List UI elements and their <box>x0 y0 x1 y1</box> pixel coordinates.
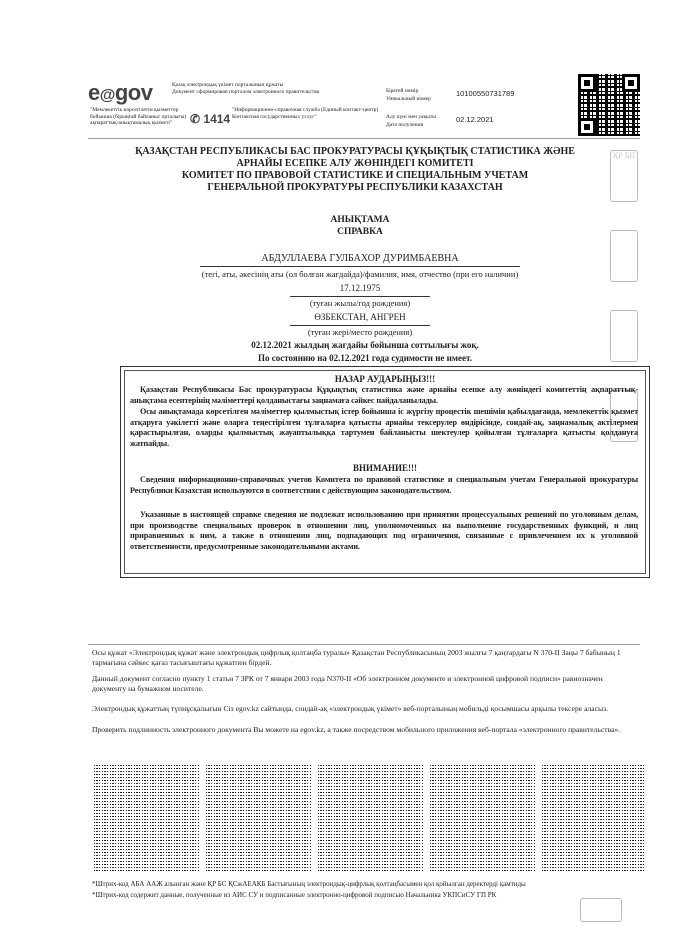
full-name: АБДУЛЛАЕВА ГУЛБАХОР ДУРИМБАЕВНА <box>261 253 459 264</box>
header-line-3: КОМИТЕТ ПО ПРАВОВОЙ СТАТИСТИКЕ И СПЕЦИАЛЬНЫМ УЧЕТАМ <box>181 170 529 181</box>
birth-place-caption: (туған жері/место рождения) <box>307 327 413 337</box>
document-title <box>200 214 520 238</box>
header-line-1: ҚАЗАҚСТАН РЕСПУБЛИКАСЫ БАС ПРОКУРАТУРАСЫ ҚҰҚЫҚТЫҚ СТАТИСТИКА ЖӘНЕ <box>135 146 575 157</box>
title-ru: СПРАВКА <box>337 227 383 237</box>
barcode-3 <box>318 765 424 871</box>
unique-number-label-ru: Уникальный номер <box>386 96 431 102</box>
committee-header <box>90 146 620 194</box>
title-kz: АНЫҚТАМА <box>330 215 390 225</box>
legal-notice-kz: Осы құжат «Электрондық құжат және электрондық цифрлық қолтаңба туралы» Қазақстан Республикасының 2003 жылғы 7 қаңтардағы N 370-II Заңы 7 бабының 1 тармағына сәйкес қағаз тасығыштағы құжатпен бірдей. <box>92 648 621 667</box>
birth-date-caption: (туған жылы/год рождения) <box>309 298 411 308</box>
verify-notice-ru: Проверить подлинность электронного документа Вы можете на egov.kz, а также посредством мобильного приложения веб-портала «электронного правительства». <box>92 725 621 734</box>
phone-icon: ✆ <box>190 112 201 126</box>
birth-place: ӨЗБЕКСТАН, АНГРЕН <box>314 312 406 322</box>
barcode-2 <box>206 765 312 871</box>
portal-caption-kz: Қазақ электрондық үкімет порталының құжаты <box>172 82 284 88</box>
status-kz: 02.12.2021 жылдың жағдайы бойынша соттылығы жоқ. <box>251 340 479 350</box>
date-label-kz: Алу күні мен уақыты <box>386 114 436 120</box>
barcode-5 <box>542 765 646 871</box>
header-line-2: АРНАЙЫ ЕСЕПКЕ АЛУ ЖӨНІНДЕГІ КОМИТЕТІ <box>236 158 474 169</box>
watermark-stamp <box>610 230 638 282</box>
phone-number-text: 1414 <box>203 112 231 126</box>
ministry-caption-kz: "Мемлекеттік көрсетілетін қызметтер бойынша (бірыңғай байланыс орталығы) ақпараттық-анықтамалық қызметі" <box>90 107 187 126</box>
barcode-1 <box>94 765 200 871</box>
portal-caption-ru: Документ сформирован порталом электронного правительства <box>172 89 320 95</box>
watermark-stamp <box>580 898 622 922</box>
egov-logo <box>88 80 152 106</box>
barcode-note-ru: *Штрих-код содержит данные, полученные из АИС СУ и подписанные электронно-цифровой подписью Начальника УКПСиСУ ГП РК <box>92 891 497 899</box>
qr-code <box>578 74 640 136</box>
barcode-note-kz: *Штрих-код АБА ААЖ алынған және ҚР БС ҚСжАЕАКБ Бастығының электрондық-цифрлық қолтаңбасымен қол қойылған деректерді қамтиды <box>92 880 526 888</box>
ministry-caption-ru: "Информационно-справочная служба (Единый контакт-центр) Контактная государственных услуг" <box>232 107 379 120</box>
logo-at: @ <box>99 87 115 104</box>
notice-paragraph-ru-2: Указанные в настоящей справке сведения не подлежат использованию при принятии процессуальных решений по уголовным делам, при производстве специальных проверок в отношении лиц, уполномоченных на выполнение государственных функций, и лиц приравненных к ним, а также в отношении лиц, подпадающих под ограничения, связанные с привлечением их к уголовной ответственности, предусмотренные законодательными актами. <box>130 510 638 551</box>
watermark-stamp <box>610 310 638 362</box>
date-label-ru: Дата получения <box>386 122 424 128</box>
notice-title-ru: ВНИМАНИЕ!!! <box>353 463 417 473</box>
notice-paragraph-kz-2: Осы анықтамада көрсетілген мәліметтер қылмыстық істер бойынша іс жүргізу процестік шешімін қабылдағанда, мемлекеттік қызмет атқаруға уәкілетті және оларға теңестірілген тұлғаларға қатысты арнайы тексерулер өндірісінде, сондай-ақ, заңнамалық актілермен қарастырылған, оларды қылмыстық жауаптылыққа тартумен байланысты шектеулер қойылған тұлғаларға қатысты қолдануға жатпайды. <box>130 407 638 448</box>
unique-number-label-kz: Бірегей нөмір <box>386 88 419 94</box>
unique-number: 10100550731789 <box>456 89 515 98</box>
notice-paragraph-kz-1: Қазақстан Республикасы Бас прокуратурасы Құқықтық статистика және арнайы есепке алу жөніндегі комитеттің ақпараттық-анықтама есептерінің мәліметтері қолданыстағы заңнамаға сәйкес пайдаланылады. <box>130 385 638 405</box>
barcode-4 <box>430 765 536 871</box>
status-ru: По состоянию на 02.12.2021 года судимости не имеет. <box>258 353 472 363</box>
logo-e: e <box>88 80 100 105</box>
header-line-4: ГЕНЕРАЛЬНОЙ ПРОКУРАТУРЫ РЕСПУБЛИКИ КАЗАХСТАН <box>207 182 503 193</box>
birth-date: 17.12.1975 <box>339 283 381 293</box>
notice-paragraph-ru-1: Сведения информационно-справочных учетов Комитета по правовой статистике и специальным учетам Генеральной прокуратуры Республики Казахстан используются в соответствии с действующим законодательством. <box>130 475 638 495</box>
receipt-date: 02.12.2021 <box>456 115 494 124</box>
phone-number <box>190 112 230 126</box>
verify-notice-kz: Электрондық құжаттың түпнұсқалығын Сіз egov.kz сайтында, сондай-ақ «электрондық үкімет» веб-порталының мобильді қосымшасы арқылы тексере аласыз. <box>92 704 609 713</box>
legal-notice-ru: Данный документ согласно пункту 1 статьи 7 ЗРК от 7 января 2003 года N370-II «Об электронном документе и электронной цифровой подписи» равнозначен документу на бумажном носителе. <box>92 674 603 693</box>
stamp-text: ҚР БП <box>612 151 636 160</box>
notice-title-kz: НАЗАР АУДАРЫҢЫЗ!!! <box>334 374 436 384</box>
full-name-caption: (тегі, аты, әкесінің аты (ол болған жағдайда)/фамилия, имя, отчество (при его наличии) <box>201 269 519 279</box>
logo-gov: gov <box>114 80 153 105</box>
